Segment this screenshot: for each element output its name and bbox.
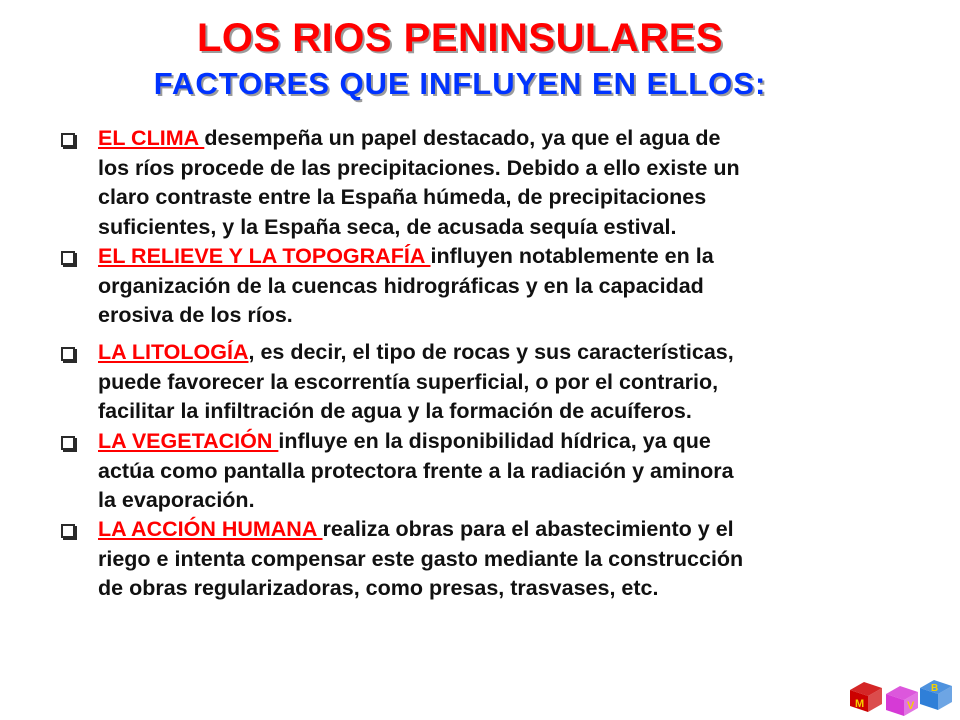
checkbox-bullet-icon — [61, 436, 75, 450]
logo-cubes — [846, 674, 956, 718]
keyword-clima: EL CLIMA — [98, 126, 205, 150]
bullet-vegetacion — [60, 427, 908, 515]
checkbox-bullet-icon — [61, 524, 75, 538]
keyword-vegetacion: LA VEGETACIÓN — [98, 429, 279, 453]
cube-b-icon — [916, 678, 956, 712]
bullet-text: influyen notablemente en la organización de la cuencas hidrográficas y en la capacidad erosiva de los ríos. — [98, 244, 714, 327]
checkbox-bullet-icon — [61, 347, 75, 361]
bullet-text: , es decir, el tipo de rocas y sus características, puede favorecer la escorrentía superficial, o por el contrario, facilitar la infiltración de agua y la formación de acuíferos. — [98, 340, 734, 423]
bullet-litologia — [60, 338, 908, 427]
bullet-relieve — [60, 242, 908, 338]
cube-m-letter: M — [855, 698, 865, 710]
cube-b-letter: B — [931, 683, 939, 694]
page-subtitle: FACTORES QUE INFLUYEN EN ELLOS: — [153, 66, 767, 101]
keyword-relieve: EL RELIEVE Y LA TOPOGRAFÍA — [98, 244, 431, 268]
bullet-clima — [60, 124, 908, 242]
checkbox-bullet-icon — [61, 251, 75, 265]
bullet-accion-humana — [60, 515, 908, 605]
page-title: LOS RIOS PENINSULARES — [196, 16, 724, 60]
keyword-accion-humana: LA ACCIÓN HUMANA — [98, 517, 323, 541]
cube-m-icon — [846, 680, 886, 714]
keyword-litologia: LA LITOLOGÍA — [98, 340, 249, 364]
cube-v-letter: V — [907, 700, 915, 712]
bullet-text: desempeña un papel destacado, ya que el agua de los ríos procede de las precipitaciones. Debido a ello existe un claro contraste entre la España húmeda, de precipitaciones suficientes, y la España seca, de acusada sequía estival. — [98, 126, 740, 239]
bullet-list — [60, 124, 908, 605]
bullet-text: influye en la disponibilidad hídrica, ya que actúa como pantalla protectora frente a la radiación y aminora la evaporación. — [98, 429, 734, 512]
bullet-text: realiza obras para el abastecimiento y el riego e intenta compensar este gasto mediante la construcción de obras regularizadoras, como presas, trasvases, etc. — [98, 517, 744, 600]
checkbox-bullet-icon — [61, 133, 75, 147]
